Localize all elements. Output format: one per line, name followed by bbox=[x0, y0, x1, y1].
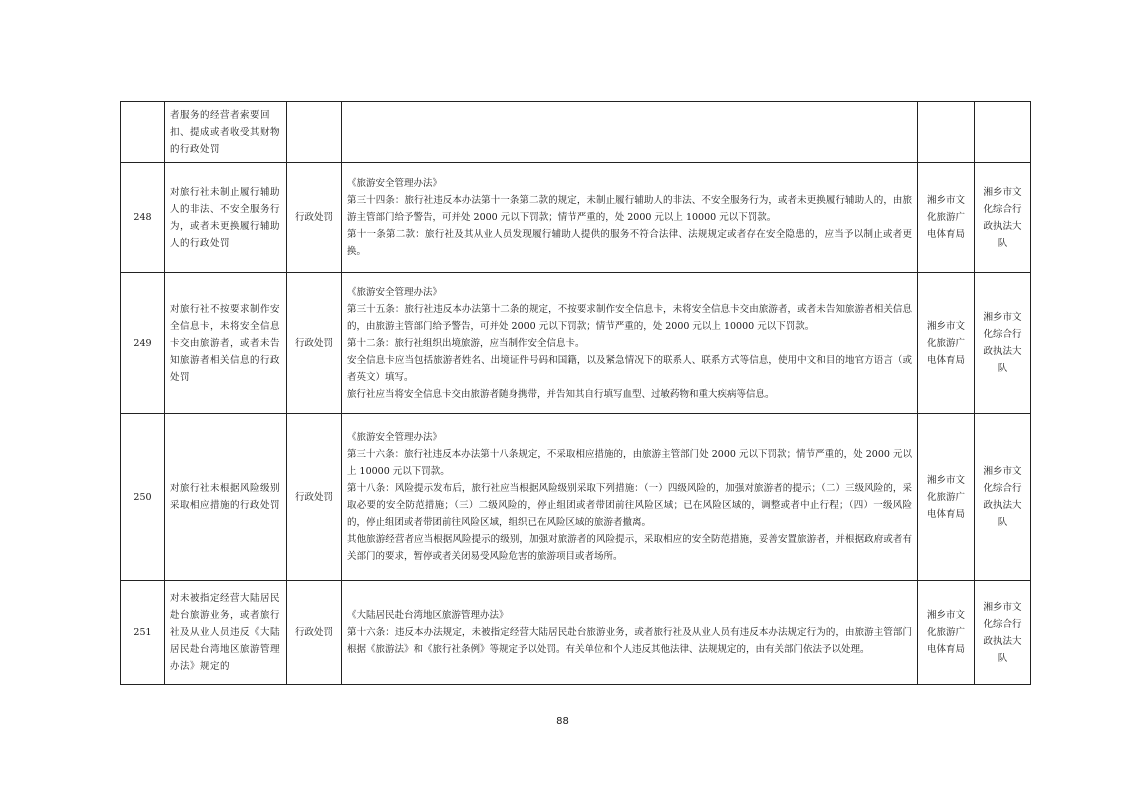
legal-basis-cell bbox=[342, 414, 918, 581]
legal-basis-cell bbox=[342, 102, 918, 163]
table-row-248 bbox=[121, 163, 1031, 273]
row-number-cell: 251 bbox=[121, 581, 165, 685]
basis-paragraph: 第十六条：违反本办法规定，未被指定经营大陆居民赴台旅游业务，或者旅行社及从业人员有违反本办法规定行为的，由旅游主管部门根据《旅游法》和《旅行社条例》等规定予以处罚。有关单位和个人违反其他法律、法规规定的，由有关部门依法予以处理。 bbox=[347, 627, 912, 655]
row-number-cell: 249 bbox=[121, 273, 165, 414]
basis-paragraph: 第三十五条：旅行社违反本办法第十二条的规定，不按要求制作安全信息卡，未将安全信息卡交由旅游者，或者未告知旅游者相关信息的，由旅游主管部门给予警告，可并处 2000 元以下罚款；情节严重的，处 2000 元以上 10000 元以下罚款。 bbox=[347, 303, 912, 332]
enforcement-body-cell: 湘乡市文化综合行政执法大队 bbox=[975, 414, 1031, 581]
row-number-cell: 248 bbox=[121, 163, 165, 273]
item-name-cell: 对旅行社未制止履行辅助人的非法、不安全服务行为，或者未更换履行辅助人的行政处罚 bbox=[165, 163, 287, 273]
basis-paragraph: 《旅游安全管理办法》 bbox=[347, 432, 443, 443]
legal-basis-cell bbox=[342, 273, 918, 414]
basis-paragraph: 第十八条：风险提示发布后，旅行社应当根据风险级别采取下列措施：（一）四级风险的，加强对旅游者的提示；（二）三级风险的，采取必要的安全防范措施；（三）二级风险的，停止组团或者带团前往风险区域；已在风险区域的，调整或者中止行程；（四）一级风险的，停止组团或者带团前往风险区域，组织已在风险区域的旅游者撤离。 bbox=[347, 483, 912, 528]
basis-paragraph: 第三十四条：旅行社违反本办法第十一条第二款的规定，未制止履行辅助人的非法、不安全服务行为，或者未更换履行辅助人的，由旅游主管部门给予警告，可并处 2000 元以下罚款；情节严重的，处 2000 元以上 10000 元以下罚款。 bbox=[347, 195, 912, 223]
implementing-body-cell bbox=[918, 102, 975, 163]
item-name-cell: 对未被指定经营大陆居民赴台旅游业务，或者旅行社及从业人员违反《大陆居民赴台湾地区旅游管理办法》规定的 bbox=[165, 581, 287, 685]
table-row-251 bbox=[121, 581, 1031, 685]
basis-paragraph: 《旅游安全管理办法》 bbox=[347, 286, 443, 298]
item-name-cell: 对旅行社不按要求制作安全信息卡，未将安全信息卡交由旅游者，或者未告知旅游者相关信息的行政处罚 bbox=[165, 273, 287, 414]
enforcement-body-cell: 湘乡市文化综合行政执法大队 bbox=[975, 163, 1031, 273]
basis-paragraph: 旅行社应当将安全信息卡交由旅游者随身携带，并告知其自行填写血型、过敏药物和重大疾病等信息。 bbox=[347, 388, 775, 400]
table-row-continuation bbox=[121, 102, 1031, 163]
implementing-body-cell: 湘乡市文化旅游广电体育局 bbox=[918, 163, 975, 273]
legal-basis-cell bbox=[342, 581, 918, 685]
penalty-type-cell: 行政处罚 bbox=[287, 414, 342, 581]
penalty-type-cell bbox=[287, 102, 342, 163]
enforcement-body-cell: 湘乡市文化综合行政执法大队 bbox=[975, 581, 1031, 685]
basis-paragraph: 第十一条第二款：旅行社及其从业人员发现履行辅助人提供的服务不符合法律、法规规定或者存在安全隐患的，应当予以制止或者更换。 bbox=[347, 229, 912, 257]
table-row-249 bbox=[121, 273, 1031, 414]
row-number-cell: 250 bbox=[121, 414, 165, 581]
penalty-type-cell: 行政处罚 bbox=[287, 273, 342, 414]
enforcement-body-cell: 湘乡市文化综合行政执法大队 bbox=[975, 273, 1031, 414]
basis-paragraph: 《大陆居民赴台湾地区旅游管理办法》 bbox=[347, 610, 509, 621]
item-name-cell: 对旅行社未根据风险级别采取相应措施的行政处罚 bbox=[165, 414, 287, 581]
enforcement-body-cell bbox=[975, 102, 1031, 163]
basis-paragraph: 第三十六条：旅行社违反本办法第十八条规定，不采取相应措施的，由旅游主管部门处 2000 元以下罚款；情节严重的，处 2000 元以上 10000 元以下罚款。 bbox=[347, 449, 912, 477]
penalty-type-cell: 行政处罚 bbox=[287, 163, 342, 273]
basis-paragraph: 安全信息卡应当包括旅游者姓名、出境证件号码和国籍，以及紧急情况下的联系人、联系方式等信息，使用中文和目的地官方语言（或者英文）填写。 bbox=[347, 354, 912, 383]
page-number: 88 bbox=[556, 716, 569, 727]
table-row-250 bbox=[121, 414, 1031, 581]
basis-paragraph: 第十二条：旅行社组织出境旅游，应当制作安全信息卡。 bbox=[347, 337, 585, 349]
implementing-body-cell: 湘乡市文化旅游广电体育局 bbox=[918, 273, 975, 414]
penalty-table bbox=[120, 101, 1031, 685]
row-number-cell bbox=[121, 102, 165, 163]
basis-paragraph: 其他旅游经营者应当根据风险提示的级别，加强对旅游者的风险提示，采取相应的安全防范措施，妥善安置旅游者，并根据政府或者有关部门的要求，暂停或者关闭易受风险危害的旅游项目或者场所。 bbox=[347, 534, 912, 562]
penalty-type-cell: 行政处罚 bbox=[287, 581, 342, 685]
basis-paragraph: 《旅游安全管理办法》 bbox=[347, 178, 443, 189]
legal-basis-cell bbox=[342, 163, 918, 273]
implementing-body-cell: 湘乡市文化旅游广电体育局 bbox=[918, 581, 975, 685]
item-name-cell: 者服务的经营者索要回扣、提成或者收受其财物的行政处罚 bbox=[165, 102, 287, 163]
implementing-body-cell: 湘乡市文化旅游广电体育局 bbox=[918, 414, 975, 581]
